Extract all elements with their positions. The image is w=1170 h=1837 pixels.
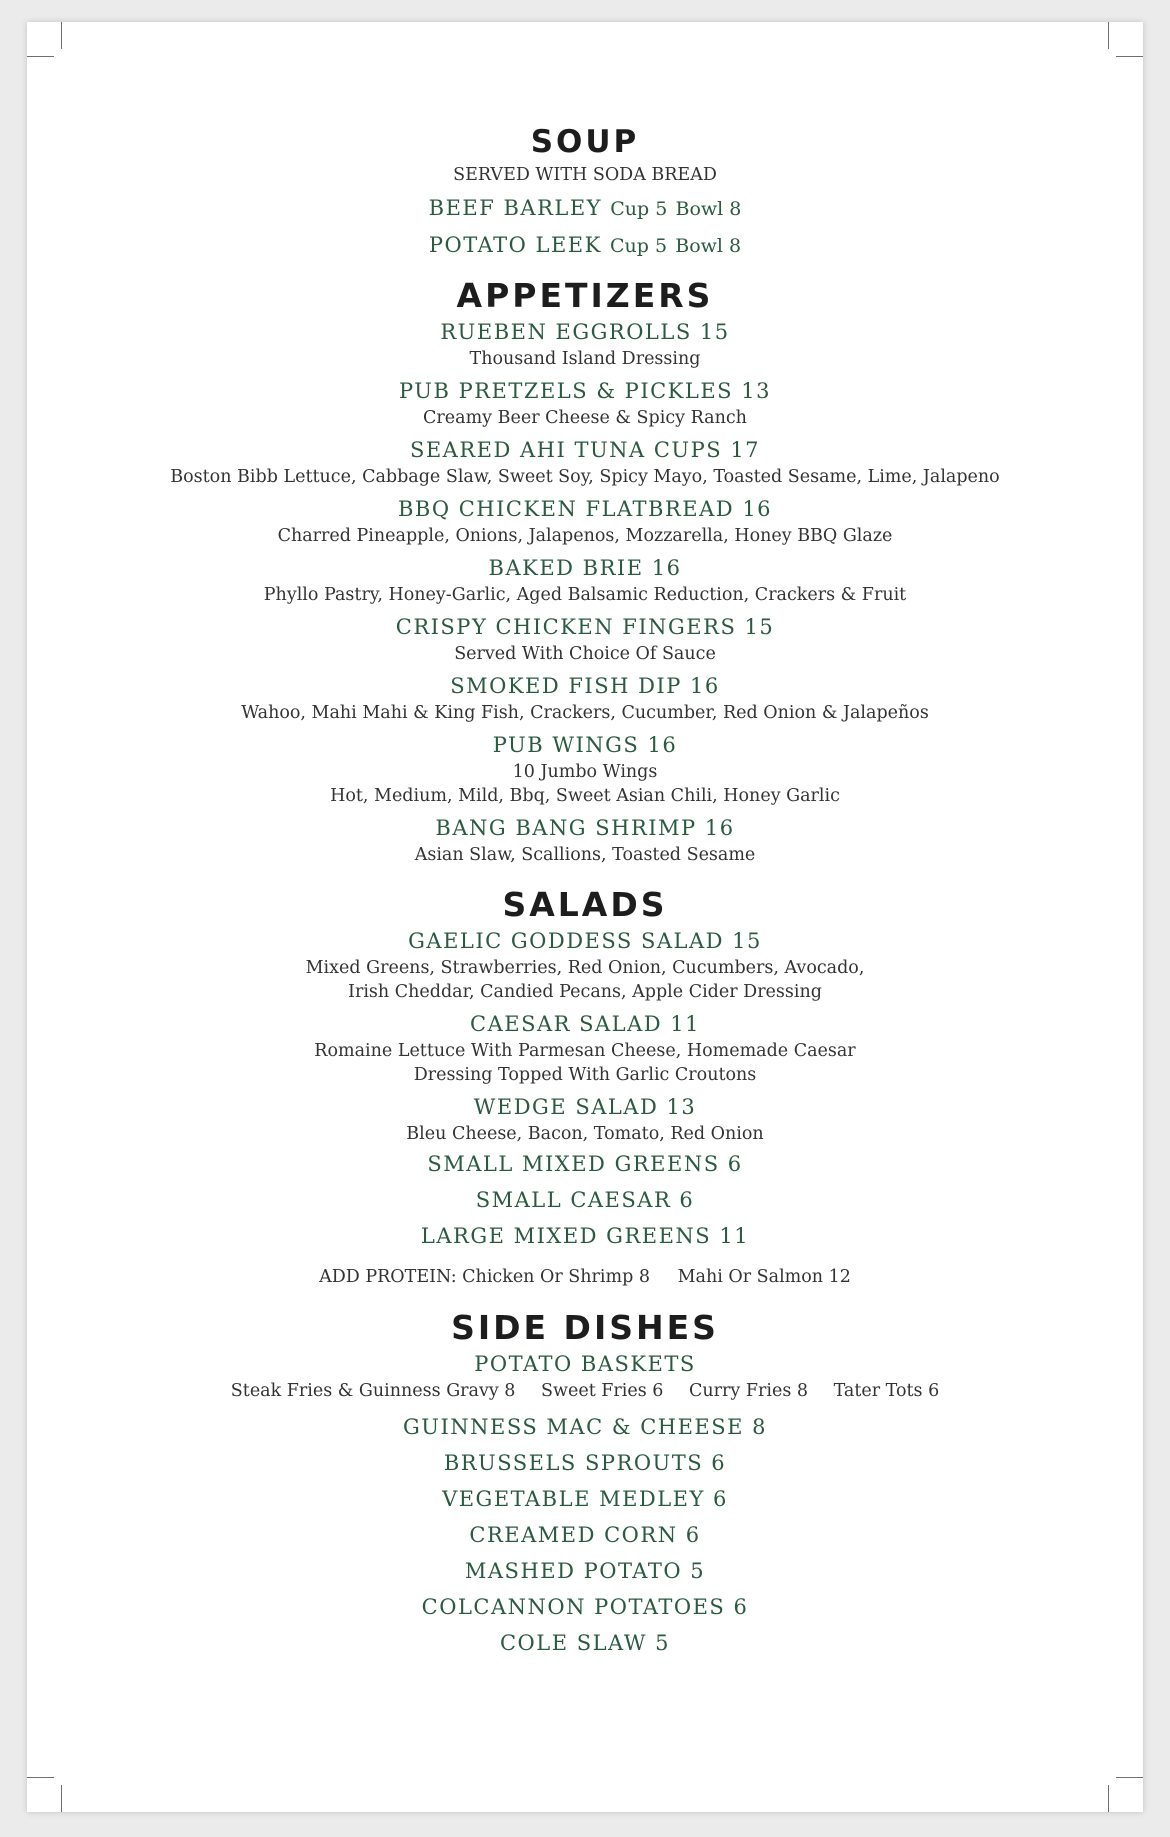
section-heading-salads: SALADS <box>502 885 668 924</box>
soup-section <box>27 122 1143 264</box>
menu-item-description: Served With Choice Of Sauce <box>454 644 716 664</box>
menu-item-description: Boston Bibb Lettuce, Cabbage Slaw, Sweet Soy, Spicy Mayo, Toasted Sesame, Lime, Jalapeno <box>170 467 1000 487</box>
soup-item-name: BEEF BARLEY <box>428 196 603 220</box>
soup-item-name: POTATO LEEK <box>428 233 602 257</box>
potato-baskets-options <box>27 1379 1143 1403</box>
basket-option: Steak Fries & Guinness Gravy 8 <box>230 1381 516 1401</box>
crop-mark <box>1116 56 1143 57</box>
menu-item-description: Dressing Topped With Garlic Croutons <box>413 1065 757 1085</box>
menu-item-title: POTATO BASKETS <box>474 1352 696 1376</box>
menu-item-description: Thousand Island Dressing <box>469 349 701 369</box>
menu-item-description: Creamy Beer Cheese & Spicy Ranch <box>423 408 747 428</box>
section-heading-side-dishes: SIDE DISHES <box>451 1308 719 1347</box>
menu-item-description: Mixed Greens, Strawberries, Red Onion, Cucumbers, Avocado, <box>305 958 865 978</box>
appetizers-section <box>27 274 1143 867</box>
basket-option: Curry Fries 8 <box>689 1381 808 1401</box>
menu-item-description: Phyllo Pastry, Honey-Garlic, Aged Balsamic Reduction, Crackers & Fruit <box>263 585 907 605</box>
basket-option: Sweet Fries 6 <box>541 1381 664 1401</box>
menu-page <box>27 22 1143 1812</box>
menu-item-title: BBQ CHICKEN FLATBREAD 16 <box>397 497 773 521</box>
crop-mark <box>1108 22 1109 49</box>
menu-item-description: Asian Slaw, Scallions, Toasted Sesame <box>414 845 756 865</box>
basket-option: Tater Tots 6 <box>833 1381 940 1401</box>
menu-item-title: RUEBEN EGGROLLS 15 <box>440 320 730 344</box>
menu-item-title: CRISPY CHICKEN FINGERS 15 <box>395 615 775 639</box>
crop-mark <box>27 56 54 57</box>
menu-item-title: SEARED AHI TUNA CUPS 17 <box>409 438 761 462</box>
menu-item-title: MASHED POTATO 5 <box>464 1559 706 1583</box>
section-heading-soup: SOUP <box>530 124 640 160</box>
menu-item-description: Wahoo, Mahi Mahi & King Fish, Crackers, Cucumber, Red Onion & Jalapeños <box>241 703 929 723</box>
menu-item-title: SMALL MIXED GREENS 6 <box>427 1152 743 1176</box>
soup-item-bowl: Bowl 8 <box>675 198 742 220</box>
add-protein-option: Mahi Or Salmon 12 <box>677 1267 851 1287</box>
soup-item-cup: Cup 5 <box>609 235 668 257</box>
menu-item-title: GUINNESS MAC & CHEESE 8 <box>403 1415 767 1439</box>
menu-item-description: Bleu Cheese, Bacon, Tomato, Red Onion <box>406 1124 764 1144</box>
menu-item-title: CREAMED CORN 6 <box>469 1523 701 1547</box>
menu-content <box>27 122 1143 1661</box>
crop-mark <box>27 1777 54 1778</box>
menu-item-title: GAELIC GODDESS SALAD 15 <box>408 929 762 953</box>
menu-item-title: PUB WINGS 16 <box>492 733 678 757</box>
menu-item-title: BAKED BRIE 16 <box>488 556 682 580</box>
crop-mark <box>61 22 62 49</box>
menu-item-description: Romaine Lettuce With Parmesan Cheese, Homemade Caesar <box>314 1041 856 1061</box>
menu-item-title: SMALL CAESAR 6 <box>475 1188 695 1212</box>
menu-item-title: BRUSSELS SPROUTS 6 <box>443 1451 727 1475</box>
crop-mark <box>1108 1785 1109 1812</box>
add-protein-option: ADD PROTEIN: Chicken Or Shrimp 8 <box>319 1267 651 1287</box>
menu-item-title: PUB PRETZELS & PICKLES 13 <box>399 379 771 403</box>
menu-item-title: COLE SLAW 5 <box>499 1631 670 1655</box>
menu-item-title: WEDGE SALAD 13 <box>473 1095 697 1119</box>
side-dishes-section <box>27 1306 1143 1661</box>
menu-item-title: COLCANNON POTATOES 6 <box>421 1595 749 1619</box>
menu-item-title: SMOKED FISH DIP 16 <box>450 674 720 698</box>
menu-item-title: VEGETABLE MEDLEY 6 <box>442 1487 728 1511</box>
menu-item-title: BANG BANG SHRIMP 16 <box>435 816 735 840</box>
soup-item <box>27 227 1143 264</box>
menu-item-description: Hot, Medium, Mild, Bbq, Sweet Asian Chili, Honey Garlic <box>330 786 840 806</box>
menu-item-title: LARGE MIXED GREENS 11 <box>420 1224 750 1248</box>
menu-item-description: 10 Jumbo Wings <box>512 762 658 782</box>
soup-item <box>27 190 1143 227</box>
soup-item-bowl: Bowl 8 <box>675 235 742 257</box>
soup-item-cup: Cup 5 <box>610 198 668 220</box>
crop-mark <box>61 1785 62 1812</box>
menu-item-title: CAESAR SALAD 11 <box>470 1012 700 1036</box>
add-protein-line <box>27 1264 1143 1290</box>
crop-mark <box>1116 1777 1143 1778</box>
menu-item-description: Charred Pineapple, Onions, Jalapenos, Mozzarella, Honey BBQ Glaze <box>277 526 893 546</box>
section-heading-appetizers: APPETIZERS <box>456 276 714 315</box>
salads-section <box>27 883 1143 1290</box>
menu-item-description: Irish Cheddar, Candied Pecans, Apple Cider Dressing <box>348 982 822 1002</box>
soup-caption: SERVED WITH SODA BREAD <box>453 165 717 185</box>
